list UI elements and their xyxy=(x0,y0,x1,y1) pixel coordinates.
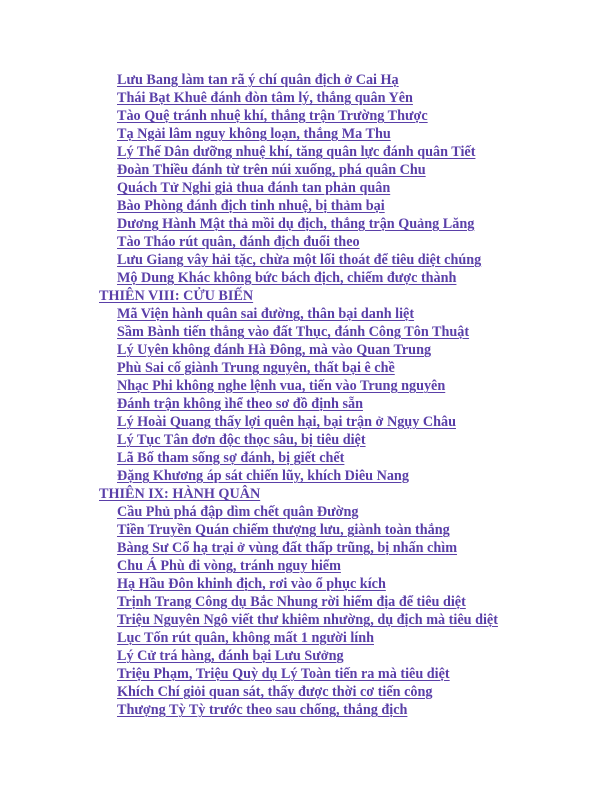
toc-link[interactable]: Hạ Hầu Đôn khinh địch, rơi vào ổ phục kích xyxy=(117,576,386,592)
toc-link[interactable]: Lục Tốn rút quân, không mất 1 người lính xyxy=(117,630,374,646)
chapter-heading-link[interactable]: THIÊN VIII: CỬU BIẾN xyxy=(99,288,254,304)
toc-link[interactable]: Bàng Sư Cổ hạ trại ở vùng đất thấp trũng, bị nhấn chìm xyxy=(117,540,458,556)
toc-link[interactable]: Tiền Truyền Quán chiếm thượng lưu, giành toàn thắng xyxy=(117,522,450,538)
toc-link[interactable]: Trịnh Trang Công dụ Bắc Nhung rời hiểm địa để tiêu diệt xyxy=(117,594,466,610)
toc-link[interactable]: Lý Tục Tân đơn độc thọc sâu, bị tiêu diệt xyxy=(117,432,366,448)
toc-link[interactable]: Lã Bố tham sống sợ đánh, bị giết chết xyxy=(117,450,345,466)
toc-link[interactable]: Đoàn Thiều đánh từ trên núi xuống, phá quân Chu xyxy=(117,162,426,178)
chapter-heading-link[interactable]: THIÊN IX: HÀNH QUÂN xyxy=(99,486,261,502)
toc-link[interactable]: Thái Bạt Khuê đánh đòn tâm lý, thắng quân Yên xyxy=(117,90,413,106)
toc-link[interactable]: Phù Sai cố giành Trung nguyên, thất bại ê chề xyxy=(117,360,395,376)
toc-link[interactable]: Tào Tháo rút quân, đánh địch đuổi theo xyxy=(117,234,360,250)
toc-link[interactable]: Nhạc Phi không nghe lệnh vua, tiến vào Trung nguyên xyxy=(117,378,446,394)
toc-link[interactable]: Đánh trận không ìhể theo sơ đồ định sẵn xyxy=(117,396,363,412)
toc-link[interactable]: Chu Á Phù đi vòng, tránh nguy hiểm xyxy=(117,558,341,574)
toc-link[interactable]: Quách Tử Nghi giả thua đánh tan phản quân xyxy=(117,180,391,196)
toc-link[interactable]: Bào Phòng đánh địch tinh nhuệ, bị thảm bại xyxy=(117,198,385,214)
toc-link[interactable]: Mộ Dung Khác không bức bách địch, chiếm được thành xyxy=(117,270,457,286)
toc-link[interactable]: Sầm Bành tiến thẳng vào đất Thục, đánh Công Tôn Thuật xyxy=(117,324,470,340)
toc-link[interactable]: Thượng Tỳ Tỳ trước theo sau chống, thắng địch xyxy=(117,702,408,718)
toc-link[interactable]: Tạ Ngải lâm nguy không loạn, thắng Ma Thu xyxy=(117,126,391,142)
toc-link[interactable]: Cầu Phủ phá đập dìm chết quân Đường xyxy=(117,504,359,520)
toc-link[interactable]: Triệu Nguyên Ngô viết thư khiêm nhường, dụ địch mà tiêu diệt xyxy=(117,612,498,628)
toc-link[interactable]: Lý Uyên không đánh Hà Đông, mà vào Quan Trung xyxy=(117,342,432,358)
toc-link[interactable]: Khích Chí giỏi quan sát, thấy được thời cơ tiến công xyxy=(117,684,433,700)
toc-link[interactable]: Lý Cử trá hàng, đánh bại Lưu Sưởng xyxy=(117,648,344,664)
toc-link[interactable]: Dương Hành Mật thả mồi dụ địch, thắng trận Quảng Lăng xyxy=(117,216,475,232)
toc-link[interactable]: Mã Viện hành quân sai đường, thân bại danh liệt xyxy=(117,306,415,322)
toc-link[interactable]: Lý Hoài Quang thấy lợi quên hại, bại trận ở Ngụy Châu xyxy=(117,414,456,430)
toc-link[interactable]: Đặng Khương áp sát chiến lũy, khích Diêu Nang xyxy=(117,468,409,484)
toc-link[interactable]: Triệu Phạm, Triệu Quỳ dụ Lý Toàn tiến ra mà tiêu diệt xyxy=(117,666,450,682)
table-of-contents xyxy=(0,71,612,719)
toc-link[interactable]: Tào Quệ tránh nhuệ khí, thắng trận Trường Thược xyxy=(117,108,428,124)
toc-link[interactable]: Lý Thế Dân dưỡng nhuệ khí, tăng quân lực đánh quân Tiết xyxy=(117,144,476,160)
toc-link[interactable]: Lưu Giang vây hải tặc, chừa một lối thoát để tiêu diệt chúng xyxy=(117,252,482,268)
toc-link[interactable]: Lưu Bang làm tan rã ý chí quân địch ở Cai Hạ xyxy=(117,72,399,88)
